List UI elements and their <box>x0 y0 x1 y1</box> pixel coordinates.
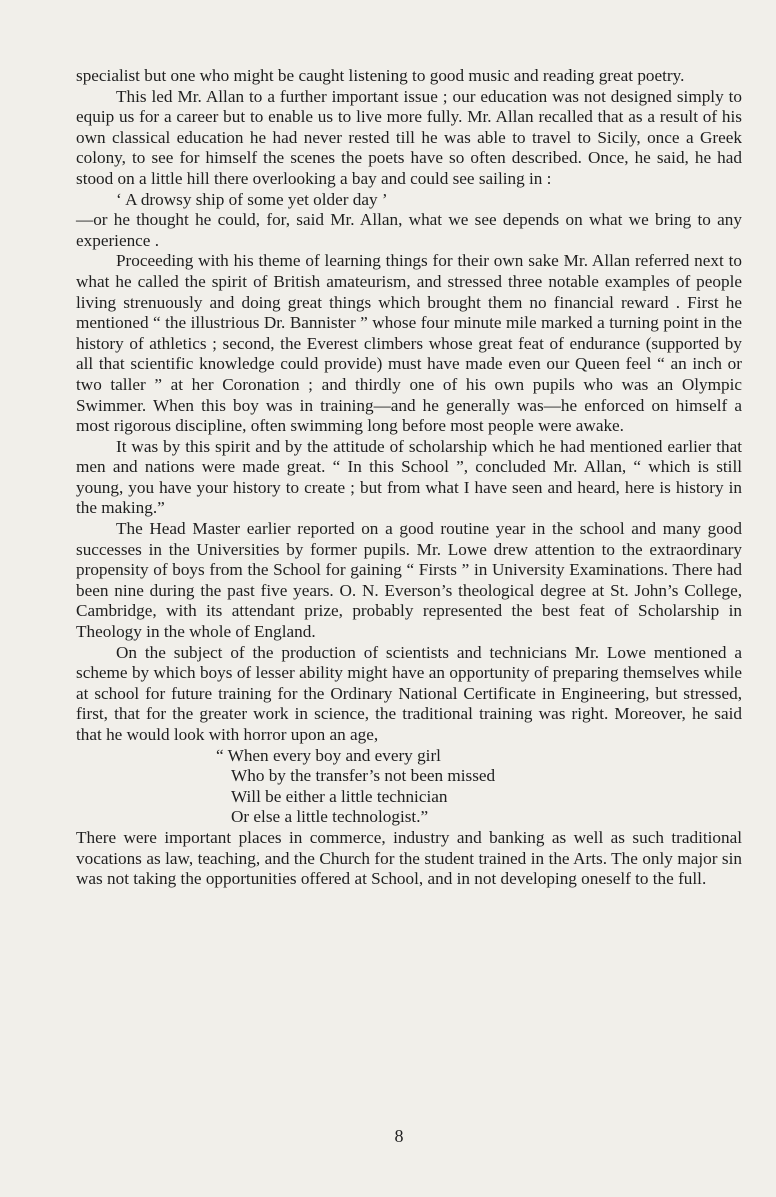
verse-line-4: Or else a little technologist.” <box>231 807 429 827</box>
paragraph-5: It was by this spirit and by the attitude of scholarship which he had mentioned earlier that men and nations were made great. “ In this School ”, concluded Mr. Allan, “ which is still young, you have your history to create ; but from what I have seen and heard, here is history in the making.” <box>76 436 742 518</box>
verse-quote <box>76 746 742 828</box>
paragraph-8: There were important places in commerce, industry and banking as well as such traditional vocations as law, teaching, and the Church for the student trained in the Arts. The only major sin was not taking the opportunities offered at School, and in not developing oneself to the full. <box>76 827 742 889</box>
verse-line-3: Will be either a little technician <box>231 786 448 806</box>
paragraph-3: —or he thought he could, for, said Mr. Allan, what we see depends on what we bring to any experience . <box>76 210 742 250</box>
page-number: 8 <box>394 1126 404 1146</box>
verse-line-2: Who by the transfer’s not been missed <box>231 766 496 786</box>
paragraph-1: specialist but one who might be caught listening to good music and reading great poetry. <box>76 66 685 85</box>
document-body <box>76 66 742 890</box>
paragraph-7: On the subject of the production of scientists and technicians Mr. Lowe mentioned a scheme by which boys of lesser ability might have an opportunity of preparing themselves while at school for future training for the Ordinary National Certificate in Engineering, but stressed, first, that for the greater work in science, the traditional training was right. Moreover, he said that he would look with horror upon an age, <box>76 642 742 744</box>
paragraph-6: The Head Master earlier reported on a good routine year in the school and many good successes in the Universities by former pupils. Mr. Lowe drew attention to the extraordinary propensity of boys from the School for gaining “ Firsts ” in University Examinations. There had been nine during the past five years. O. N. Everson’s theological degree at St. John’s College, Cambridge, with its attendant prize, probably represented the best feat of Scholarship in Theology in the whole of England. <box>76 519 742 642</box>
paragraph-4: Proceeding with his theme of learning things for their own sake Mr. Allan referred next to what he called the spirit of British amateurism, and stressed three notable examples of people living strenuously and doing great things which brought them no financial reward . First he mentioned “ the illustrious Dr. Bannister ” whose four minute mile marked a turning point in the history of athletics ; second, the Everest climbers whose great feat of endurance (supported by all that scientific knowledge could provide) must have made even our Queen feel “ an inch or two taller ” at her Coronation ; and thirdly one of his own pupils who was an Olympic Swimmer. When this boy was in training—and he generally was—he enforced on himself a most rigorous discipline, often swimming long before most people were awake. <box>76 251 742 436</box>
quoted-line: ‘ A drowsy ship of some yet older day ’ <box>116 189 388 209</box>
paragraph-2: This led Mr. Allan to a further important issue ; our education was not designed simply to equip us for a career but to enable us to live more fully. Mr. Allan recalled that as a result of his own classical education he had never rested till he was able to travel to Sicily, once a Greek colony, to see for himself the scenes the poets have so often described. Once, he said, he had stood on a little hill there overlooking a bay and could see sailing in : <box>76 86 742 188</box>
verse-line-1: “ When every boy and every girl <box>216 745 441 765</box>
